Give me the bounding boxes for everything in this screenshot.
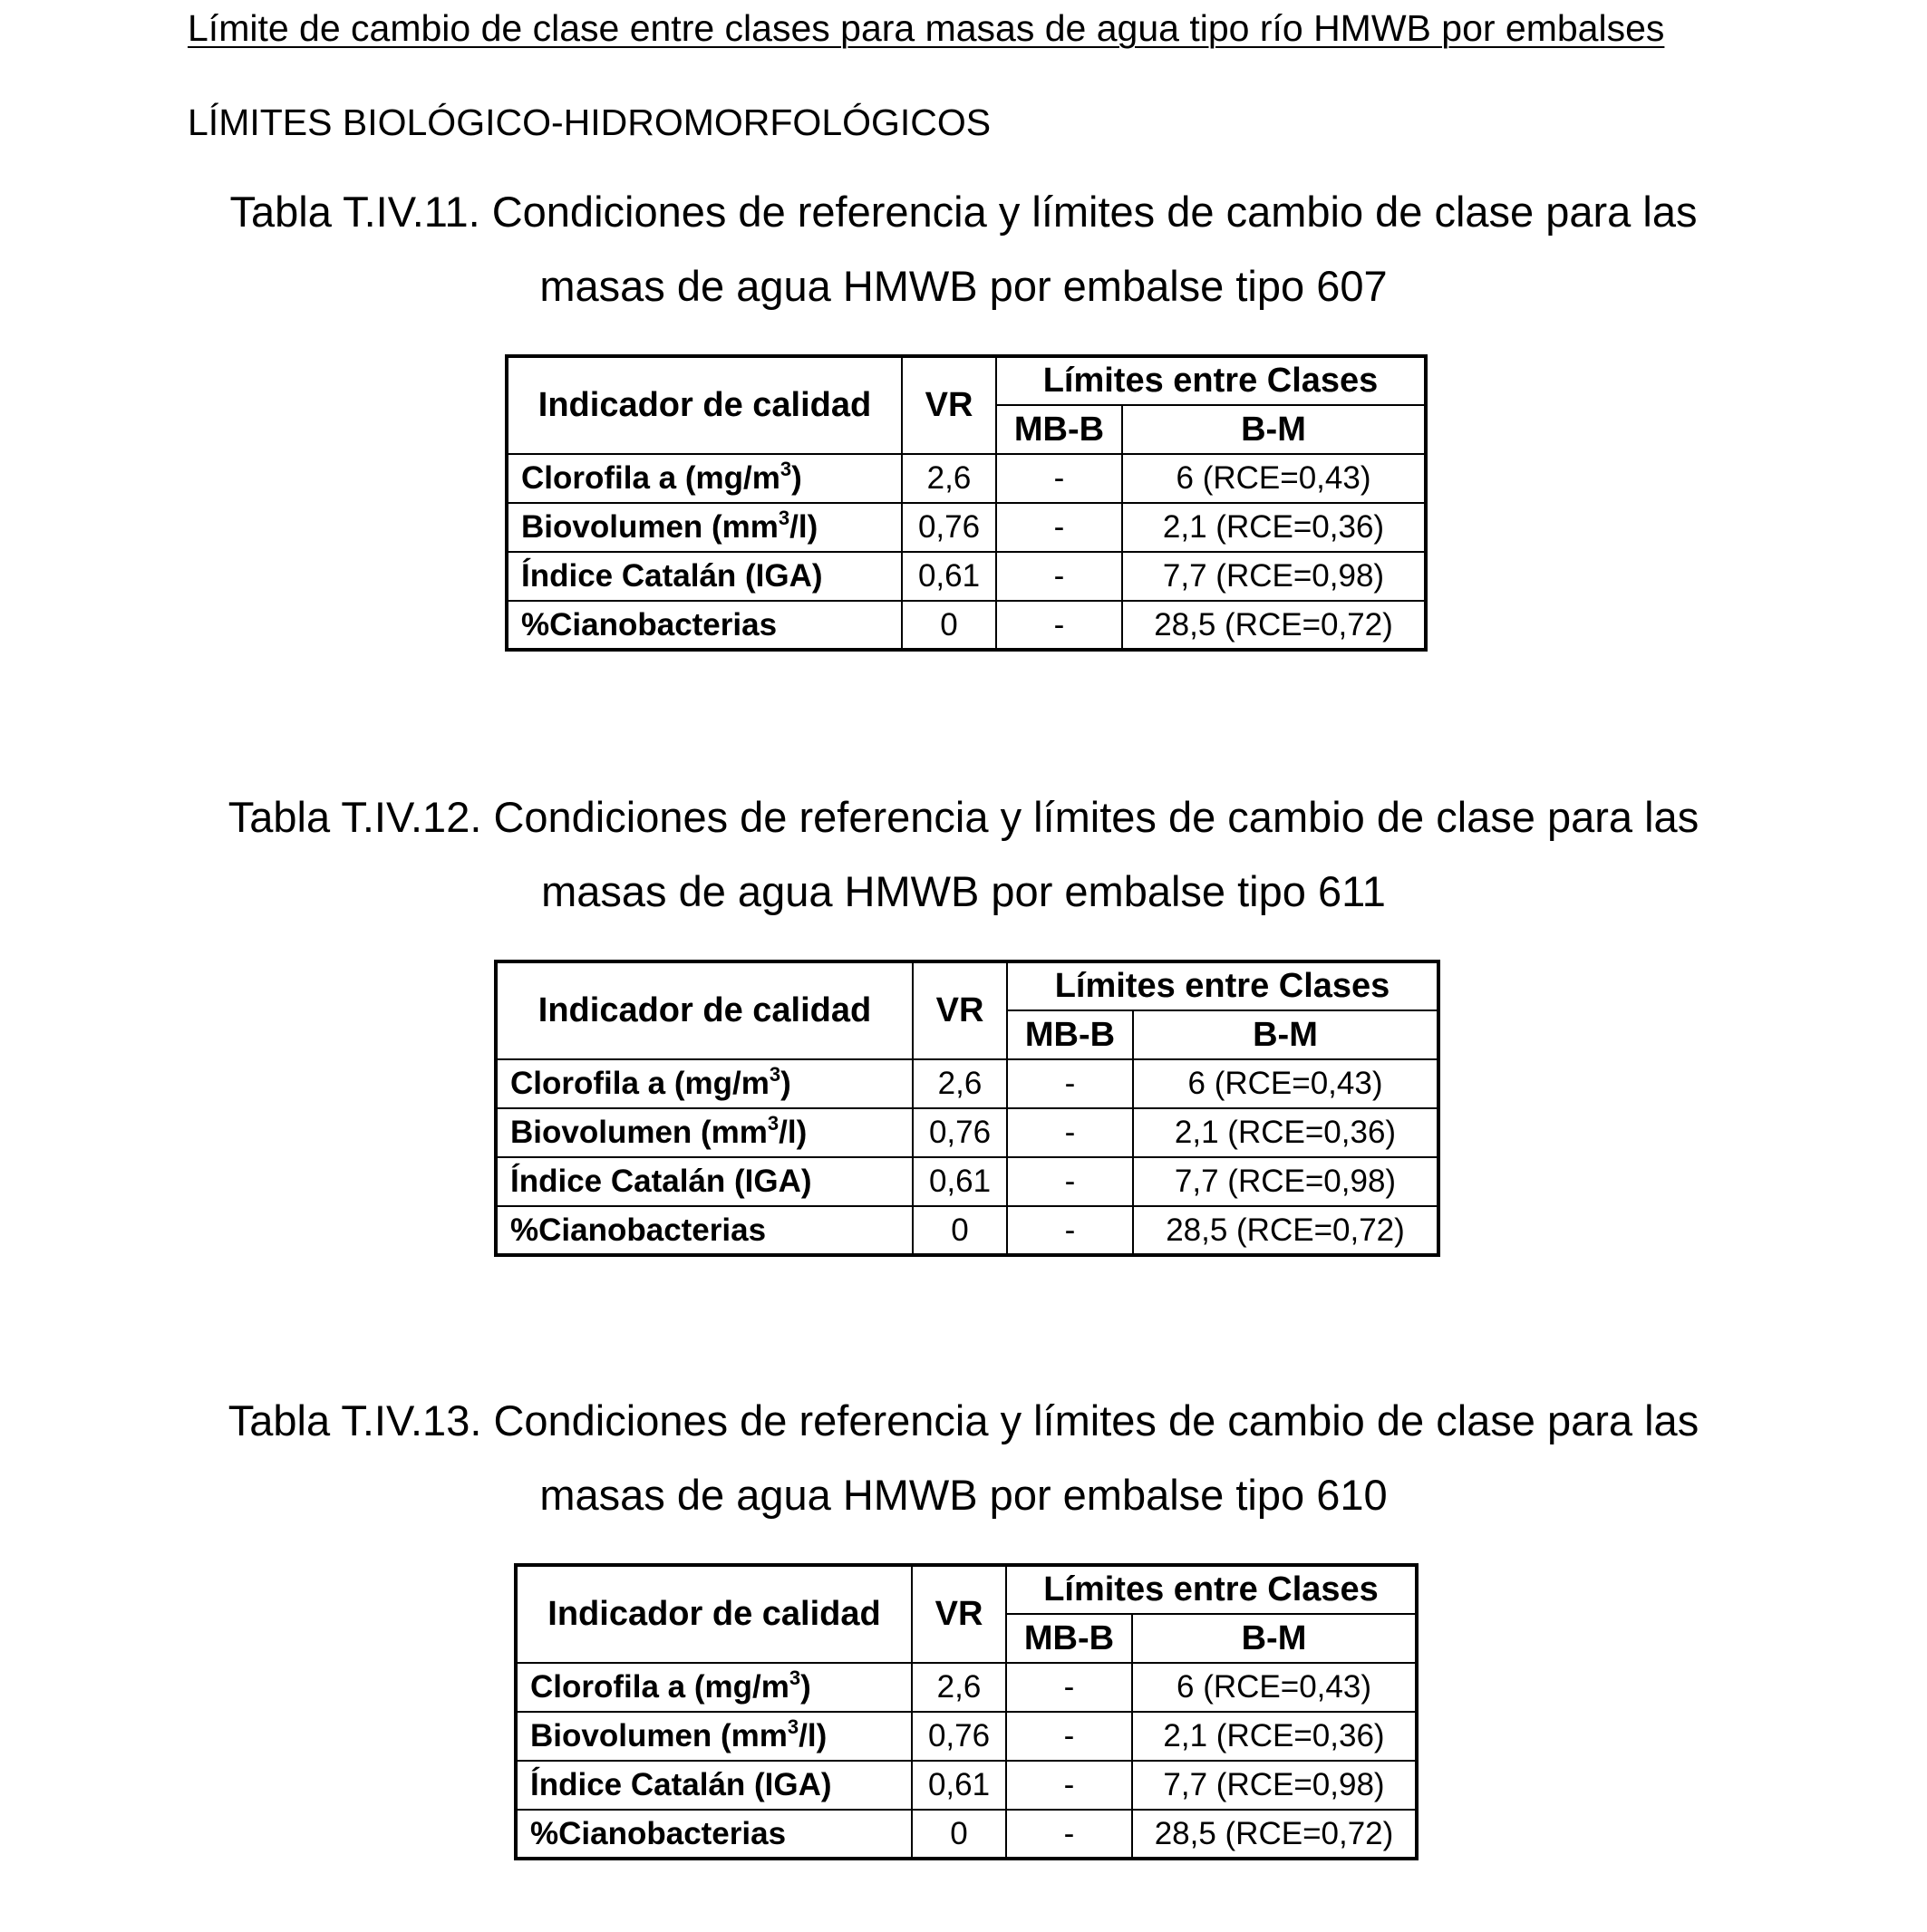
bm-cell: 6 (RCE=0,43) [1133, 1059, 1438, 1108]
vr-cell: 2,6 [902, 454, 996, 503]
mbb-cell: - [1007, 1108, 1133, 1157]
mbb-cell: - [996, 454, 1122, 503]
indicator-cell: Índice Catalán (IGA) [496, 1157, 913, 1206]
header-bm: B-M [1132, 1614, 1417, 1663]
table-row [516, 1810, 1417, 1859]
mbb-cell: - [1006, 1712, 1132, 1761]
data-table [514, 1563, 1419, 1860]
table-row [516, 1712, 1417, 1761]
header-vr: VR [913, 961, 1007, 1059]
mbb-cell: - [996, 503, 1122, 552]
mbb-cell: - [1006, 1810, 1132, 1859]
header-bm: B-M [1133, 1010, 1438, 1059]
bm-cell: 7,7 (RCE=0,98) [1132, 1761, 1417, 1810]
mbb-cell: - [1007, 1206, 1133, 1255]
bm-cell: 2,1 (RCE=0,36) [1132, 1712, 1417, 1761]
table-row [507, 454, 1426, 503]
indicator-cell: Clorofila a $(mg/m^3)$ [507, 454, 902, 503]
header-limits: Límites entre Clases [996, 356, 1426, 405]
caption-line: masas de agua HMWB por embalse tipo 610 [539, 1471, 1388, 1519]
vr-cell: 0,61 [913, 1157, 1007, 1206]
vr-cell: 2,6 [913, 1059, 1007, 1108]
header-limits: Límites entre Clases [1007, 961, 1438, 1010]
vr-cell: 0 [913, 1206, 1007, 1255]
indicator-cell: %Cianobacterias [516, 1810, 912, 1859]
mbb-cell: - [1006, 1663, 1132, 1712]
vr-cell: 0,61 [912, 1761, 1006, 1810]
indicator-cell: Biovolumen $(mm^3/l)$ [516, 1712, 912, 1761]
vr-cell: 0,76 [912, 1712, 1006, 1761]
caption-line: Tabla T.IV.12. Condiciones de referencia y límites de cambio de clase para las [228, 793, 1699, 841]
table-row [496, 1108, 1438, 1157]
table-row [507, 503, 1426, 552]
table-caption [0, 1384, 1927, 1532]
indicator-cell: Biovolumen $(mm^3/l)$ [496, 1108, 913, 1157]
vr-cell: 0,76 [913, 1108, 1007, 1157]
indicator-cell: Índice Catalán (IGA) [507, 552, 902, 601]
data-table [494, 960, 1440, 1257]
table-caption [0, 175, 1927, 324]
vr-cell: 2,6 [912, 1663, 1006, 1712]
vr-cell: 0 [902, 601, 996, 650]
indicator-cell: Biovolumen $(mm^3/l)$ [507, 503, 902, 552]
table-row [516, 1761, 1417, 1810]
header-mbb: MB-B [1007, 1010, 1133, 1059]
header-indicator: Indicador de calidad [496, 961, 913, 1059]
bm-cell: 7,7 (RCE=0,98) [1133, 1157, 1438, 1206]
header-bm: B-M [1122, 405, 1426, 454]
bm-cell: 28,5 (RCE=0,72) [1122, 601, 1426, 650]
table-row [496, 1059, 1438, 1108]
table-row [496, 1157, 1438, 1206]
bm-cell: 6 (RCE=0,43) [1122, 454, 1426, 503]
caption-line: Tabla T.IV.13. Condiciones de referencia y límites de cambio de clase para las [228, 1396, 1699, 1444]
indicator-cell: %Cianobacterias [496, 1206, 913, 1255]
bm-cell: 28,5 (RCE=0,72) [1132, 1810, 1417, 1859]
bm-cell: 6 (RCE=0,43) [1132, 1663, 1417, 1712]
mbb-cell: - [1007, 1157, 1133, 1206]
mbb-cell: - [996, 552, 1122, 601]
bm-cell: 2,1 (RCE=0,36) [1122, 503, 1426, 552]
caption-line: masas de agua HMWB por embalse tipo 611 [541, 867, 1386, 915]
table-row [496, 1206, 1438, 1255]
indicator-cell: Clorofila a $(mg/m^3)$ [516, 1663, 912, 1712]
indicator-cell: %Cianobacterias [507, 601, 902, 650]
bm-cell: 2,1 (RCE=0,36) [1133, 1108, 1438, 1157]
vr-cell: 0,61 [902, 552, 996, 601]
vr-cell: 0 [912, 1810, 1006, 1859]
header-indicator: Indicador de calidad [507, 356, 902, 454]
indicator-cell: Clorofila a $(mg/m^3)$ [496, 1059, 913, 1108]
caption-line: Tabla T.IV.11. Condiciones de referencia y límites de cambio de clase para las [229, 188, 1698, 236]
indicator-cell: Índice Catalán (IGA) [516, 1761, 912, 1810]
mbb-cell: - [1007, 1059, 1133, 1108]
mbb-cell: - [1006, 1761, 1132, 1810]
bm-cell: 7,7 (RCE=0,98) [1122, 552, 1426, 601]
header-limits: Límites entre Clases [1006, 1565, 1417, 1614]
bm-cell: 28,5 (RCE=0,72) [1133, 1206, 1438, 1255]
table-caption [0, 780, 1927, 929]
header-indicator: Indicador de calidad [516, 1565, 912, 1663]
data-table [505, 354, 1428, 652]
section-heading: Límite de cambio de clase entre clases para masas de agua tipo río HMWB por embalses [188, 7, 1665, 49]
table-row [516, 1663, 1417, 1712]
caption-line: masas de agua HMWB por embalse tipo 607 [539, 262, 1388, 310]
vr-cell: 0,76 [902, 503, 996, 552]
header-vr: VR [902, 356, 996, 454]
table-row [507, 552, 1426, 601]
section-subheading: LÍMITES BIOLÓGICO-HIDROMORFOLÓGICOS [188, 101, 992, 143]
header-mbb: MB-B [1006, 1614, 1132, 1663]
header-mbb: MB-B [996, 405, 1122, 454]
mbb-cell: - [996, 601, 1122, 650]
header-vr: VR [912, 1565, 1006, 1663]
table-row [507, 601, 1426, 650]
